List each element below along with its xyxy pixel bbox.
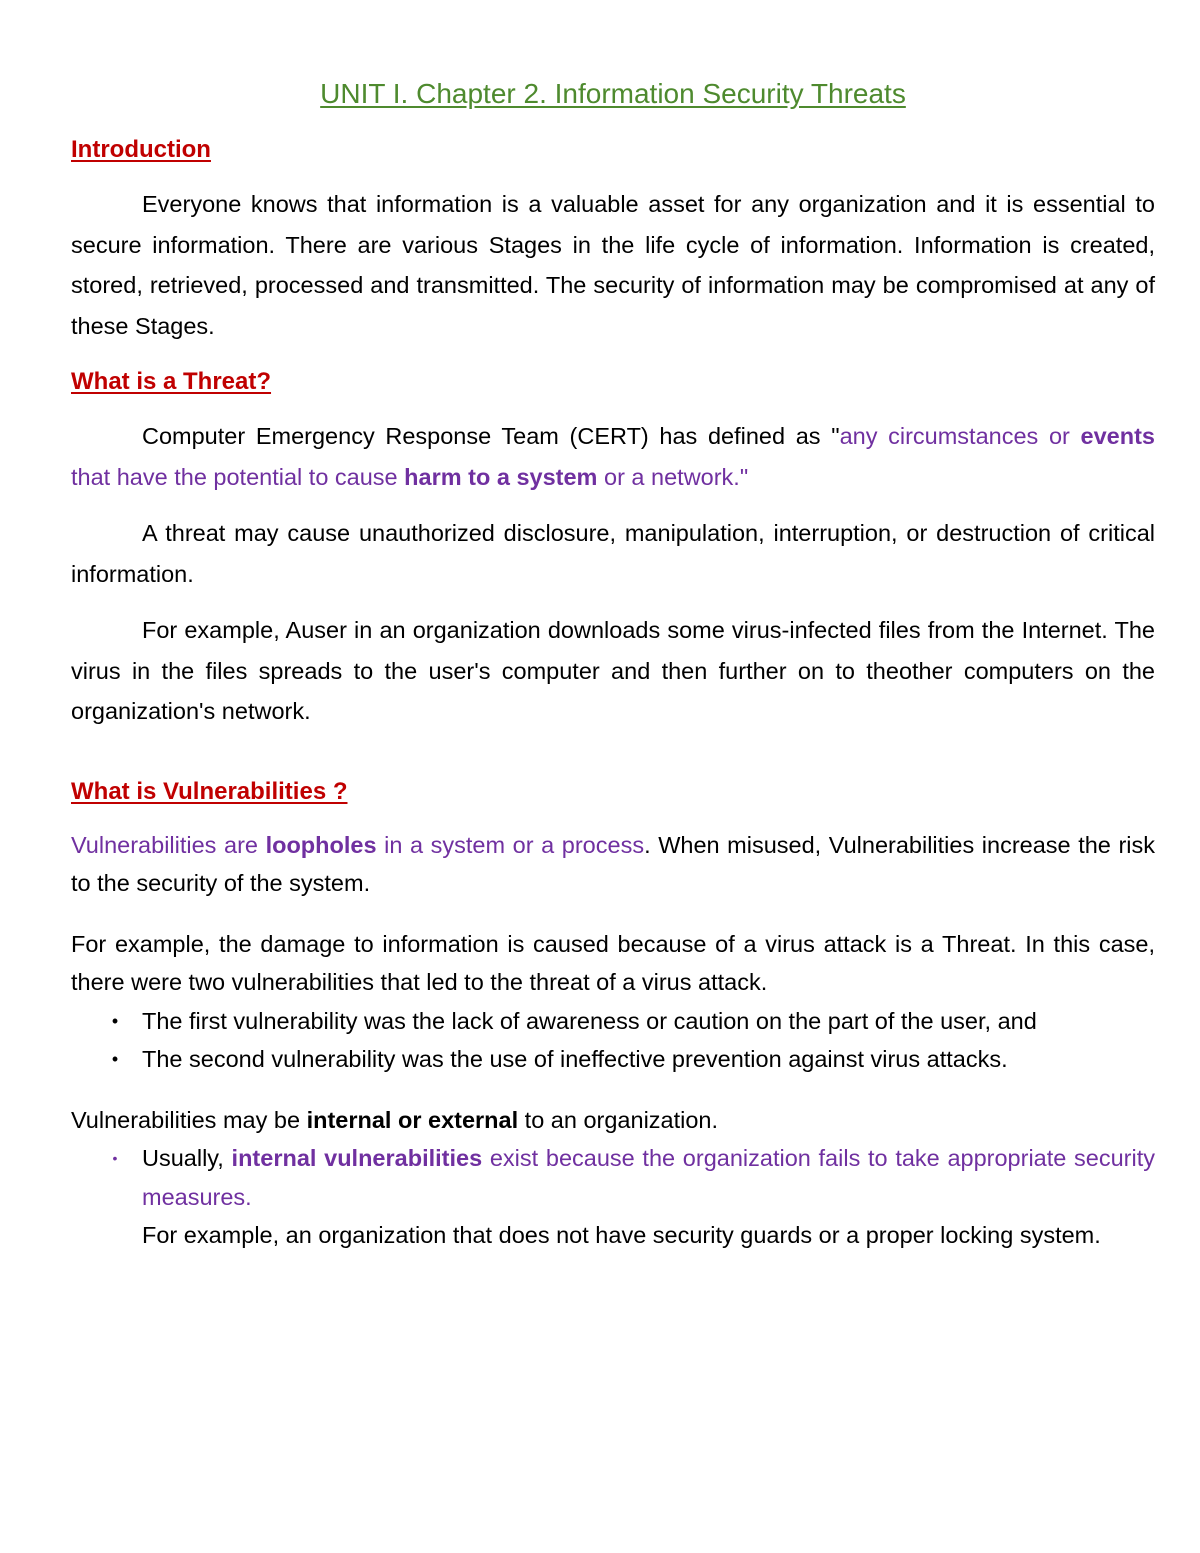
list-item bbox=[71, 1040, 1155, 1079]
cert-lead-text: Computer Emergency Response Team (CERT) has defined as " bbox=[142, 423, 840, 449]
bullet-text: The first vulnerability was the lack of awareness or caution on the part of the user, and bbox=[142, 1007, 1037, 1034]
threat-effects-paragraph: A threat may cause unauthorized disclosure, manipulation, interruption, or destruction of critical information. bbox=[71, 520, 1155, 587]
threat-example-paragraph: For example, Auser in an organization downloads some virus-infected files from the Internet. The virus in the files spreads to the user's computer and then further on to theother computers on the organization's network. bbox=[71, 617, 1155, 724]
bullet-icon: • bbox=[111, 1049, 119, 1069]
cert-quote-harm: harm to a system bbox=[404, 463, 598, 490]
internal-lead: Usually, bbox=[142, 1145, 232, 1171]
internal-rest: exist because the organization fails to take appropriate security measures. bbox=[142, 1145, 1155, 1210]
ie-bold: internal or external bbox=[306, 1106, 519, 1133]
vuln-def-rest: . When misused, Vulnerabilities increase the risk to the security of the system. bbox=[71, 831, 1155, 896]
page-title: UNIT I. Chapter 2. Information Security Threats bbox=[320, 78, 906, 109]
ie-tail: to an organization. bbox=[518, 1106, 719, 1133]
internal-vulnerability-list bbox=[71, 1139, 1155, 1255]
heading-what-is-vulnerabilities: What is Vulnerabilities ? bbox=[71, 777, 348, 805]
vulnerability-definition-paragraph bbox=[71, 826, 1155, 903]
bullet-icon: • bbox=[111, 1010, 119, 1031]
heading-what-is-threat: What is a Threat? bbox=[71, 368, 272, 395]
cert-quote-events: events bbox=[1080, 423, 1155, 449]
internal-bold: internal vulnerabilities bbox=[231, 1145, 483, 1171]
ie-lead: Vulnerabilities may be bbox=[71, 1106, 307, 1133]
list-item bbox=[71, 1139, 1155, 1255]
cert-quote-close: " bbox=[739, 463, 749, 490]
internal-example: For example, an organization that does not have security guards or a proper locking system. bbox=[142, 1222, 1101, 1248]
cert-quote-part3: or a network. bbox=[597, 463, 740, 490]
vulnerability-bullet-list bbox=[71, 1002, 1155, 1079]
list-item bbox=[71, 1002, 1155, 1041]
section-spacer bbox=[71, 748, 1155, 772]
vulnerability-example-paragraph: For example, the damage to information is caused because of a virus attack is a Threat. In this case, there were two vulnerabilities that led to the threat of a virus attack. bbox=[71, 930, 1155, 995]
internal-external-paragraph bbox=[71, 1101, 1155, 1140]
cert-quote-part2: that have the potential to cause bbox=[71, 463, 405, 490]
bullet-text: The second vulnerability was the use of ineffective prevention against virus attacks. bbox=[142, 1046, 1008, 1072]
cert-definition-paragraph bbox=[71, 416, 1155, 497]
intro-paragraph: Everyone knows that information is a valuable asset for any organization and it is essential to secure information. There are various Stages in the life cycle of information. Information is created, stored, retrieved, processed and transmitted. The security of information may be compromised at any of these Stages. bbox=[71, 191, 1155, 339]
heading-introduction: Introduction bbox=[71, 136, 211, 163]
vuln-def-part1: Vulnerabilities are bbox=[71, 831, 266, 858]
vuln-def-part2: in a system or a process bbox=[376, 831, 645, 858]
cert-quote-part1: any circumstances or bbox=[839, 423, 1081, 449]
vuln-def-loopholes: loopholes bbox=[265, 831, 377, 858]
bullet-icon: • bbox=[112, 1150, 118, 1166]
